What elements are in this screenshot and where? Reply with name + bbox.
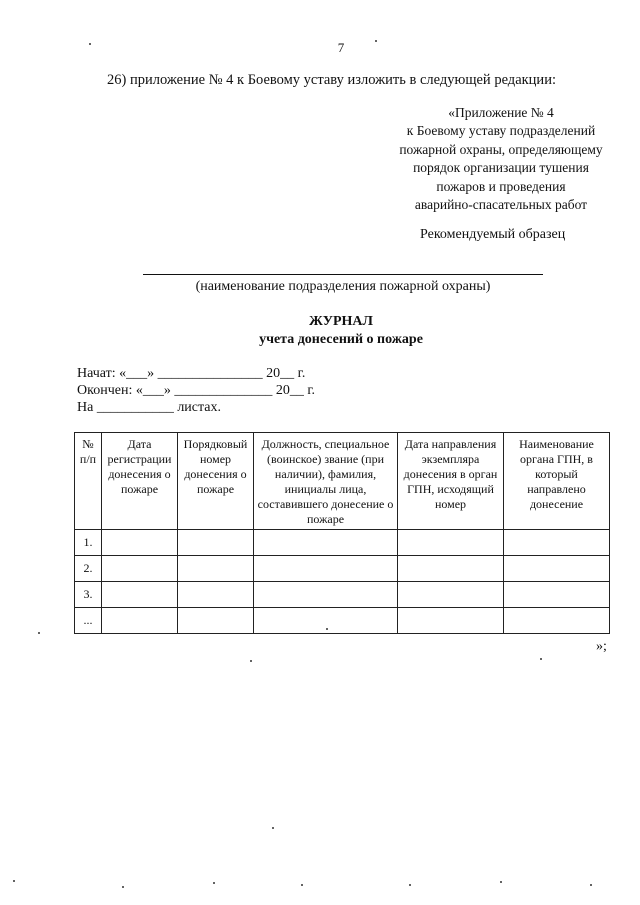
table-cell [178, 530, 254, 556]
table-cell [504, 582, 610, 608]
appendix-line: пожарной охраны, определяющему [399, 141, 603, 157]
scan-speck [250, 660, 252, 662]
scan-speck [89, 43, 91, 45]
column-header: № п/п [75, 433, 102, 530]
table-cell [178, 582, 254, 608]
table-cell [254, 530, 398, 556]
appendix-line: «Приложение № 4 [448, 105, 554, 120]
table-cell [254, 582, 398, 608]
unit-name-line [143, 274, 543, 275]
column-header: Дата регистрации донесения о пожаре [102, 433, 178, 530]
appendix-reference [360, 104, 640, 214]
appendix-line: пожаров и проведения [436, 178, 566, 194]
scan-speck [500, 881, 502, 883]
table-cell [398, 530, 504, 556]
unit-name-caption: (наименование подразделения пожарной охраны) [195, 279, 491, 294]
row-number: 2. [75, 556, 102, 582]
table-header-row [75, 433, 610, 530]
scan-speck [13, 880, 15, 882]
table-row [75, 608, 610, 634]
scan-speck [301, 884, 303, 886]
table-cell [504, 608, 610, 634]
column-header: Порядковый номер донесения о пожаре [178, 433, 254, 530]
appendix-line: аварийно-спасательных работ [414, 197, 588, 213]
appendix-line: к Боевому уставу подразделений [406, 123, 596, 139]
table-cell [178, 608, 254, 634]
scan-speck [375, 40, 377, 42]
table-cell [178, 556, 254, 582]
scan-speck [38, 632, 40, 634]
row-number: 3. [75, 582, 102, 608]
table-cell [102, 556, 178, 582]
amendment-intro: 26) приложение № 4 к Боевому уставу изложить в следующей редакции: [107, 72, 556, 88]
table-row [75, 556, 610, 582]
scan-speck [213, 882, 215, 884]
scan-speck [590, 884, 592, 886]
row-number: ... [75, 608, 102, 634]
table-cell [504, 530, 610, 556]
table-cell [254, 556, 398, 582]
sheets-count-line: На ___________ листах. [77, 400, 222, 415]
scan-speck [326, 628, 328, 630]
table-cell [504, 556, 610, 582]
column-header: Дата направления экземпляра донесения в орган ГПН, исходящий номер [398, 433, 504, 530]
table-cell [398, 608, 504, 634]
table-row [75, 530, 610, 556]
table-cell [398, 556, 504, 582]
table-cell [102, 530, 178, 556]
scan-speck [409, 884, 411, 886]
scan-speck [540, 658, 542, 660]
table-cell [102, 608, 178, 634]
finished-date-line: Окончен: «___» ______________ 20__ г. [77, 383, 315, 398]
journal-title: ЖУРНАЛ [309, 314, 373, 329]
row-number: 1. [75, 530, 102, 556]
closing-quote: »; [596, 639, 607, 654]
page-number: 7 [337, 40, 345, 55]
table-cell [398, 582, 504, 608]
recommended-sample-label: Рекомендуемый образец [420, 227, 566, 242]
table-cell [102, 582, 178, 608]
scan-speck [122, 886, 124, 888]
table-row [75, 582, 610, 608]
column-header: Должность, специальное (воинское) звание (при наличии), фамилия, инициалы лица, составившего донесение о пожаре [254, 433, 398, 530]
journal-subtitle: учета донесений о пожаре [259, 332, 423, 347]
reports-log-table [74, 432, 610, 634]
started-date-line: Начат: «___» _______________ 20__ г. [77, 366, 306, 381]
appendix-line: порядок организации тушения [413, 160, 589, 176]
column-header: Наименование органа ГПН, в который направлено донесение [504, 433, 610, 530]
scan-speck [272, 827, 274, 829]
